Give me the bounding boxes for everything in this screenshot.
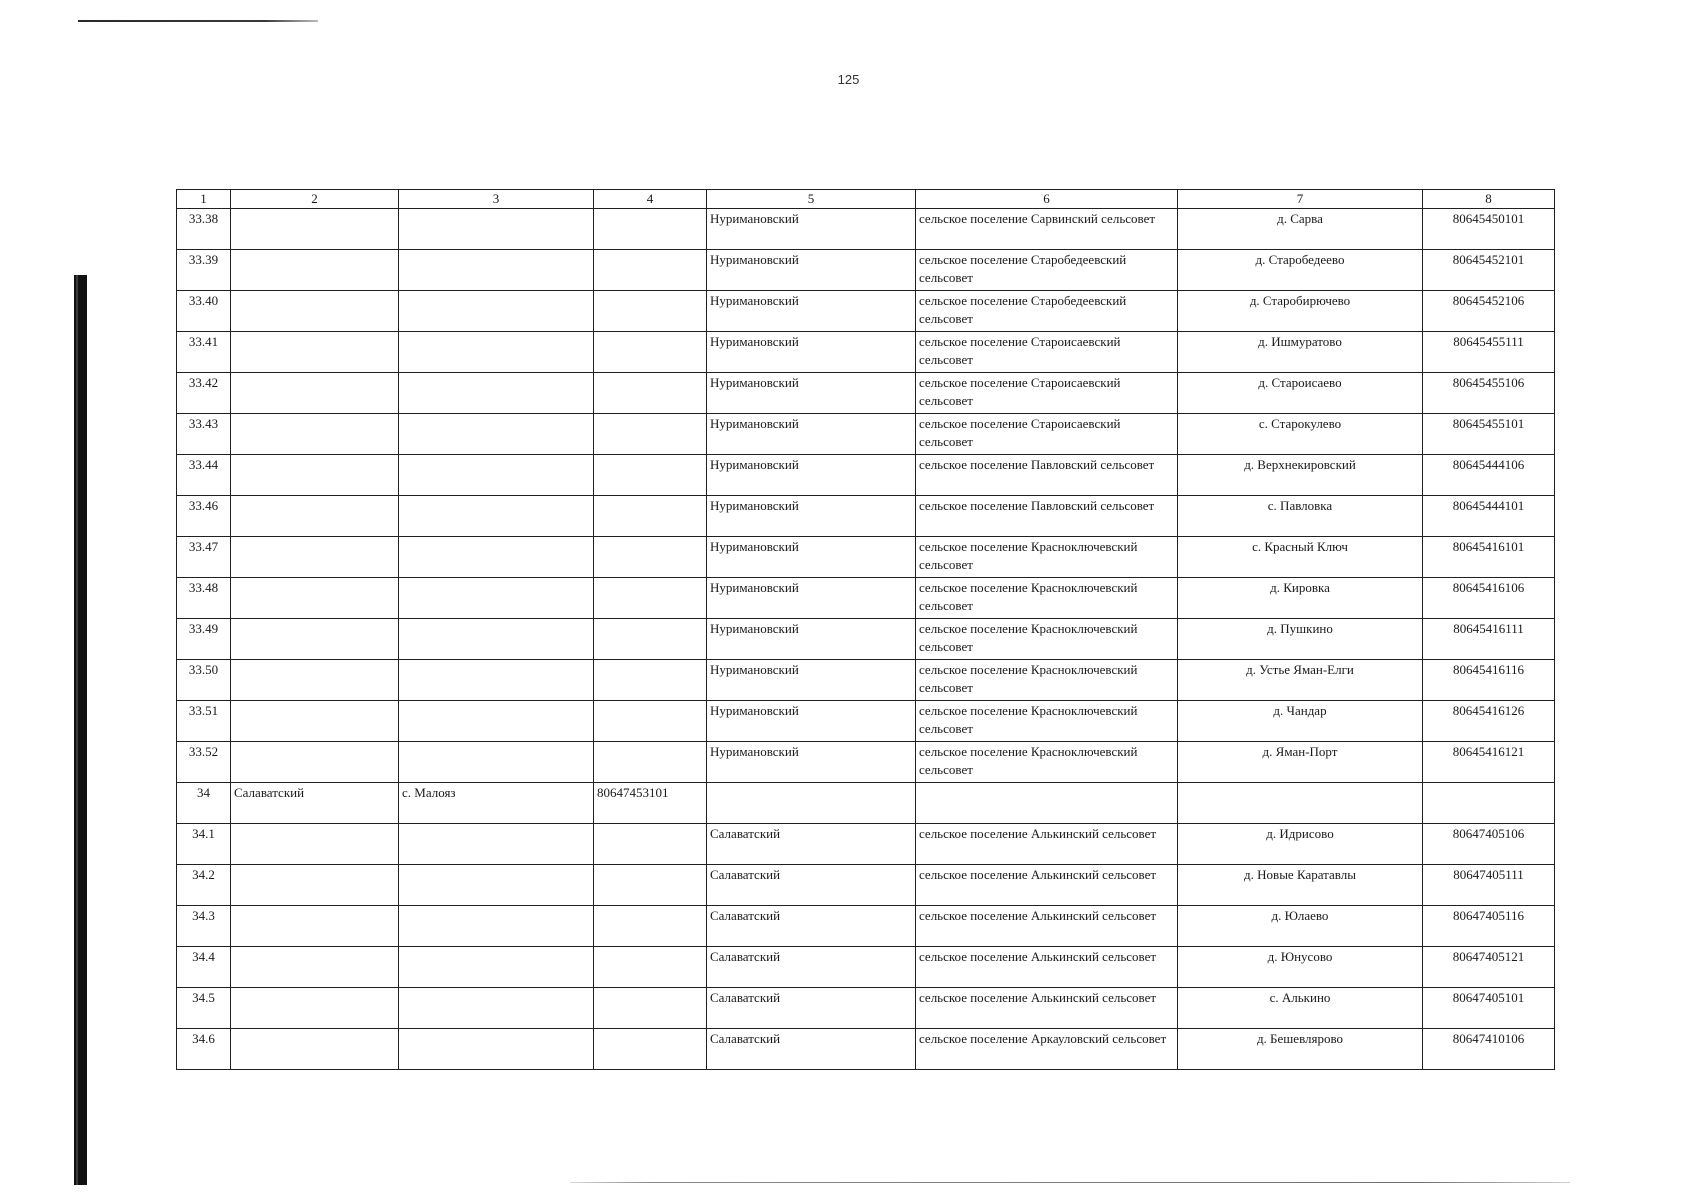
cell-row-number: 34 xyxy=(177,783,231,824)
cell-admin-center xyxy=(399,865,594,906)
table-row xyxy=(177,414,1555,455)
table-row xyxy=(177,988,1555,1029)
cell-admin-center xyxy=(399,906,594,947)
cell-settlement: сельское поселение Староисаевский сельсовет xyxy=(916,332,1178,373)
cell-locality: д. Чандар xyxy=(1178,701,1423,742)
cell-oktmo-code: 80645416101 xyxy=(1423,537,1555,578)
cell-center-oktmo xyxy=(594,701,707,742)
cell-center-oktmo xyxy=(594,496,707,537)
cell-locality: с. Старокулево xyxy=(1178,414,1423,455)
cell-row-number: 34.5 xyxy=(177,988,231,1029)
cell-oktmo-code: 80645444101 xyxy=(1423,496,1555,537)
table-row xyxy=(177,619,1555,660)
cell-settlement: сельское поселение Алькинский сельсовет xyxy=(916,906,1178,947)
cell-municipal-district xyxy=(231,947,399,988)
cell-row-number: 34.6 xyxy=(177,1029,231,1070)
cell-oktmo-code: 80645450101 xyxy=(1423,209,1555,250)
cell-admin-center xyxy=(399,496,594,537)
cell-settlement: сельское поселение Павловский сельсовет xyxy=(916,496,1178,537)
cell-settlement: сельское поселение Староисаевский сельсовет xyxy=(916,414,1178,455)
table-row xyxy=(177,824,1555,865)
cell-district: Нуримановский xyxy=(707,701,916,742)
column-header-4: 4 xyxy=(594,190,707,209)
cell-municipal-district xyxy=(231,496,399,537)
cell-locality: д. Старобедеево xyxy=(1178,250,1423,291)
cell-locality: д. Новые Каратавлы xyxy=(1178,865,1423,906)
cell-settlement: сельское поселение Аркауловский сельсовет xyxy=(916,1029,1178,1070)
cell-admin-center xyxy=(399,1029,594,1070)
cell-oktmo-code: 80645416116 xyxy=(1423,660,1555,701)
cell-municipal-district: Салаватский xyxy=(231,783,399,824)
cell-district: Салаватский xyxy=(707,865,916,906)
cell-municipal-district xyxy=(231,455,399,496)
cell-locality: д. Сарва xyxy=(1178,209,1423,250)
cell-district: Нуримановский xyxy=(707,537,916,578)
column-header-3: 3 xyxy=(399,190,594,209)
cell-settlement: сельское поселение Красноключевский сельсовет xyxy=(916,742,1178,783)
cell-admin-center xyxy=(399,414,594,455)
cell-admin-center xyxy=(399,701,594,742)
cell-district: Нуримановский xyxy=(707,209,916,250)
cell-row-number: 33.48 xyxy=(177,578,231,619)
cell-admin-center xyxy=(399,250,594,291)
cell-district: Нуримановский xyxy=(707,250,916,291)
cell-district: Нуримановский xyxy=(707,373,916,414)
cell-municipal-district xyxy=(231,250,399,291)
cell-district: Нуримановский xyxy=(707,578,916,619)
cell-center-oktmo xyxy=(594,619,707,660)
table-row xyxy=(177,496,1555,537)
cell-district: Нуримановский xyxy=(707,455,916,496)
cell-oktmo-code: 80645455101 xyxy=(1423,414,1555,455)
cell-settlement: сельское поселение Алькинский сельсовет xyxy=(916,988,1178,1029)
cell-admin-center xyxy=(399,742,594,783)
cell-settlement: сельское поселение Красноключевский сельсовет xyxy=(916,701,1178,742)
cell-admin-center xyxy=(399,619,594,660)
registry-table xyxy=(176,189,1555,1070)
cell-center-oktmo xyxy=(594,373,707,414)
cell-oktmo-code: 80647405111 xyxy=(1423,865,1555,906)
cell-municipal-district xyxy=(231,291,399,332)
cell-municipal-district xyxy=(231,988,399,1029)
table-row xyxy=(177,1029,1555,1070)
scan-binding-edge xyxy=(74,275,87,1185)
cell-admin-center xyxy=(399,947,594,988)
cell-row-number: 33.42 xyxy=(177,373,231,414)
cell-row-number: 34.3 xyxy=(177,906,231,947)
cell-admin-center xyxy=(399,332,594,373)
cell-municipal-district xyxy=(231,865,399,906)
cell-municipal-district xyxy=(231,906,399,947)
cell-admin-center xyxy=(399,373,594,414)
cell-admin-center: с. Малояз xyxy=(399,783,594,824)
table-row xyxy=(177,578,1555,619)
cell-settlement: сельское поселение Алькинский сельсовет xyxy=(916,947,1178,988)
table-row xyxy=(177,660,1555,701)
cell-oktmo-code: 80645444106 xyxy=(1423,455,1555,496)
scan-bottom-rule xyxy=(570,1182,1570,1183)
cell-district: Нуримановский xyxy=(707,742,916,783)
cell-district: Нуримановский xyxy=(707,660,916,701)
cell-settlement: сельское поселение Старобедеевский сельсовет xyxy=(916,291,1178,332)
cell-district: Салаватский xyxy=(707,824,916,865)
cell-locality: д. Кировка xyxy=(1178,578,1423,619)
cell-center-oktmo xyxy=(594,660,707,701)
cell-locality: д. Бешевлярово xyxy=(1178,1029,1423,1070)
cell-center-oktmo xyxy=(594,865,707,906)
table-row xyxy=(177,373,1555,414)
table-row xyxy=(177,865,1555,906)
cell-locality: с. Алькино xyxy=(1178,988,1423,1029)
cell-center-oktmo xyxy=(594,250,707,291)
cell-municipal-district xyxy=(231,660,399,701)
cell-row-number: 34.1 xyxy=(177,824,231,865)
cell-district: Нуримановский xyxy=(707,496,916,537)
cell-settlement: сельское поселение Красноключевский сельсовет xyxy=(916,578,1178,619)
cell-row-number: 33.41 xyxy=(177,332,231,373)
cell-settlement xyxy=(916,783,1178,824)
cell-locality: д. Яман-Порт xyxy=(1178,742,1423,783)
cell-district: Салаватский xyxy=(707,1029,916,1070)
cell-locality: д. Ишмуратово xyxy=(1178,332,1423,373)
cell-municipal-district xyxy=(231,742,399,783)
cell-center-oktmo xyxy=(594,209,707,250)
cell-oktmo-code: 80645416111 xyxy=(1423,619,1555,660)
cell-settlement: сельское поселение Алькинский сельсовет xyxy=(916,824,1178,865)
cell-municipal-district xyxy=(231,824,399,865)
cell-settlement: сельское поселение Красноключевский сельсовет xyxy=(916,660,1178,701)
cell-center-oktmo xyxy=(594,742,707,783)
table-row xyxy=(177,537,1555,578)
column-header-1: 1 xyxy=(177,190,231,209)
cell-row-number: 34.4 xyxy=(177,947,231,988)
table-row xyxy=(177,332,1555,373)
cell-locality: с. Красный Ключ xyxy=(1178,537,1423,578)
cell-admin-center xyxy=(399,537,594,578)
cell-municipal-district xyxy=(231,332,399,373)
table-row xyxy=(177,455,1555,496)
cell-oktmo-code: 80647405101 xyxy=(1423,988,1555,1029)
cell-admin-center xyxy=(399,291,594,332)
cell-oktmo-code xyxy=(1423,783,1555,824)
cell-district: Нуримановский xyxy=(707,332,916,373)
cell-locality: д. Устье Яман-Елги xyxy=(1178,660,1423,701)
cell-settlement: сельское поселение Павловский сельсовет xyxy=(916,455,1178,496)
cell-admin-center xyxy=(399,578,594,619)
cell-municipal-district xyxy=(231,414,399,455)
cell-center-oktmo xyxy=(594,537,707,578)
page-number: 125 xyxy=(837,72,860,87)
table-row xyxy=(177,291,1555,332)
cell-oktmo-code: 80645416106 xyxy=(1423,578,1555,619)
table-row xyxy=(177,947,1555,988)
column-number-row xyxy=(177,190,1555,209)
cell-admin-center xyxy=(399,209,594,250)
cell-municipal-district xyxy=(231,619,399,660)
cell-locality: д. Идрисово xyxy=(1178,824,1423,865)
cell-row-number: 34.2 xyxy=(177,865,231,906)
cell-oktmo-code: 80647405116 xyxy=(1423,906,1555,947)
cell-district: Салаватский xyxy=(707,906,916,947)
table-row xyxy=(177,742,1555,783)
cell-row-number: 33.50 xyxy=(177,660,231,701)
cell-district xyxy=(707,783,916,824)
cell-oktmo-code: 80647405106 xyxy=(1423,824,1555,865)
table-row xyxy=(177,783,1555,824)
column-header-2: 2 xyxy=(231,190,399,209)
cell-row-number: 33.49 xyxy=(177,619,231,660)
cell-row-number: 33.39 xyxy=(177,250,231,291)
cell-settlement: сельское поселение Красноключевский сельсовет xyxy=(916,619,1178,660)
table-row xyxy=(177,250,1555,291)
cell-district: Салаватский xyxy=(707,988,916,1029)
cell-center-oktmo xyxy=(594,988,707,1029)
cell-row-number: 33.44 xyxy=(177,455,231,496)
cell-row-number: 33.40 xyxy=(177,291,231,332)
scan-top-rule xyxy=(78,20,318,22)
cell-center-oktmo xyxy=(594,1029,707,1070)
cell-municipal-district xyxy=(231,1029,399,1070)
cell-oktmo-code: 80645452101 xyxy=(1423,250,1555,291)
cell-oktmo-code: 80645416126 xyxy=(1423,701,1555,742)
cell-admin-center xyxy=(399,660,594,701)
cell-row-number: 33.43 xyxy=(177,414,231,455)
column-header-5: 5 xyxy=(707,190,916,209)
cell-settlement: сельское поселение Сарвинский сельсовет xyxy=(916,209,1178,250)
cell-settlement: сельское поселение Алькинский сельсовет xyxy=(916,865,1178,906)
cell-oktmo-code: 80645455111 xyxy=(1423,332,1555,373)
cell-municipal-district xyxy=(231,701,399,742)
cell-locality: д. Пушкино xyxy=(1178,619,1423,660)
cell-locality: д. Юнусово xyxy=(1178,947,1423,988)
cell-row-number: 33.52 xyxy=(177,742,231,783)
registry-table-body xyxy=(177,209,1555,1070)
cell-center-oktmo xyxy=(594,332,707,373)
cell-admin-center xyxy=(399,455,594,496)
cell-center-oktmo xyxy=(594,824,707,865)
column-header-6: 6 xyxy=(916,190,1178,209)
cell-municipal-district xyxy=(231,537,399,578)
cell-center-oktmo xyxy=(594,947,707,988)
cell-admin-center xyxy=(399,824,594,865)
cell-locality: д. Староисаево xyxy=(1178,373,1423,414)
cell-center-oktmo xyxy=(594,414,707,455)
cell-center-oktmo xyxy=(594,578,707,619)
cell-row-number: 33.51 xyxy=(177,701,231,742)
cell-center-oktmo xyxy=(594,455,707,496)
cell-district: Нуримановский xyxy=(707,291,916,332)
cell-municipal-district xyxy=(231,373,399,414)
cell-row-number: 33.38 xyxy=(177,209,231,250)
cell-admin-center xyxy=(399,988,594,1029)
cell-oktmo-code: 80645452106 xyxy=(1423,291,1555,332)
cell-locality: д. Верхнекировский xyxy=(1178,455,1423,496)
cell-district: Нуримановский xyxy=(707,619,916,660)
column-header-8: 8 xyxy=(1423,190,1555,209)
cell-center-oktmo xyxy=(594,906,707,947)
table-row xyxy=(177,209,1555,250)
cell-locality xyxy=(1178,783,1423,824)
cell-oktmo-code: 80647410106 xyxy=(1423,1029,1555,1070)
cell-locality: с. Павловка xyxy=(1178,496,1423,537)
cell-oktmo-code: 80647405121 xyxy=(1423,947,1555,988)
table-row xyxy=(177,701,1555,742)
cell-row-number: 33.46 xyxy=(177,496,231,537)
cell-settlement: сельское поселение Красноключевский сельсовет xyxy=(916,537,1178,578)
table-row xyxy=(177,906,1555,947)
cell-district: Салаватский xyxy=(707,947,916,988)
cell-center-oktmo xyxy=(594,291,707,332)
cell-municipal-district xyxy=(231,209,399,250)
cell-row-number: 33.47 xyxy=(177,537,231,578)
cell-locality: д. Старобирючево xyxy=(1178,291,1423,332)
cell-district: Нуримановский xyxy=(707,414,916,455)
cell-municipal-district xyxy=(231,578,399,619)
cell-locality: д. Юлаево xyxy=(1178,906,1423,947)
cell-settlement: сельское поселение Староисаевский сельсовет xyxy=(916,373,1178,414)
column-header-7: 7 xyxy=(1178,190,1423,209)
cell-oktmo-code: 80645455106 xyxy=(1423,373,1555,414)
cell-center-oktmo: 80647453101 xyxy=(594,783,707,824)
cell-oktmo-code: 80645416121 xyxy=(1423,742,1555,783)
cell-settlement: сельское поселение Старобедеевский сельсовет xyxy=(916,250,1178,291)
